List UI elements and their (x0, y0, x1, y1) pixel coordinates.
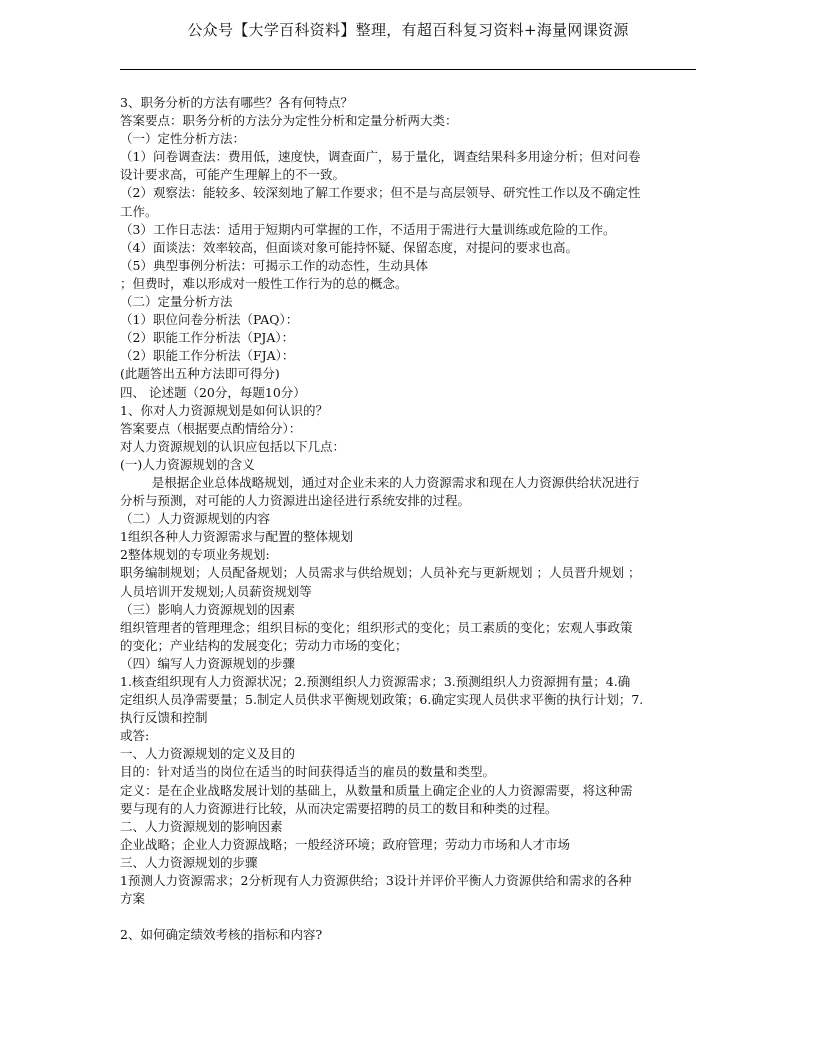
text-line: 组织管理者的管理理念；组织目标的变化；组织形式的变化；员工素质的变化；宏观人事政策 (120, 619, 633, 635)
text-line: 要与现有的人力资源进行比较，从而决定需要招聘的员工的数目和种类的过程。 (120, 800, 558, 816)
text-line: （四）编写人力资源规划的步骤 (120, 655, 296, 671)
text-line: （5）典型事例分析法：可揭示工作的动态性，生动具体 (120, 257, 428, 273)
text-line: （2）观察法：能较多、较深刻地了解工作要求；但不是与高层领导、研究性工作以及不确定性 (120, 185, 641, 201)
text-line: 对人力资源规划的认识应包括以下几点： (120, 438, 346, 454)
text-line: 的变化；产业结构的发展变化；劳动力市场的变化； (120, 637, 408, 653)
blank-line (120, 908, 698, 926)
text-line: 一、人力资源规划的定义及目的 (120, 746, 296, 762)
text-line: 1组织各种人力资源需求与配置的整体规划 (120, 529, 353, 545)
text-line: 工作。 (120, 203, 158, 219)
text-line: 设计要求高，可能产生理解上的不一致。 (120, 167, 346, 183)
text-line: （1）问卷调查法：费用低，速度快，调查面广，易于量化，调查结果科多用途分析；但对问卷 (120, 149, 641, 165)
text-line: 四、 论述题（20分，每题10分） (120, 384, 306, 400)
text-line: （2）职能工作分析法（FJA）： (120, 348, 295, 364)
text-line: 方案 (120, 891, 146, 907)
text-line: 2、如何确定绩效考核的指标和内容? (120, 927, 323, 943)
text-line: 二、人力资源规划的影响因素 (120, 818, 283, 834)
text-line: 定组织人员净需要量；5.制定人员供求平衡规划政策；6.确定实现人员供求平衡的执行计划；7. (120, 692, 644, 708)
text-line: 执行反馈和控制 (120, 710, 208, 726)
text-line: ；但费时，难以形成对一般性工作行为的总的概念。 (120, 275, 408, 291)
text-line: 人员培训开发规划;人员薪资规划等 (120, 583, 312, 599)
text-line: 1.核查组织现有人力资源状况；2.预测组织人力资源需求；3.预测组织人力资源拥有量；4.确 (120, 674, 631, 689)
text-line: （一）定性分析方法： (120, 131, 246, 147)
text-line: 分析与预测，对可能的人力资源进出途径进行系统安排的过程。 (120, 493, 471, 509)
text-line: 答案要点：职务分析的方法分为定性分析和定量分析两大类： (120, 113, 458, 129)
header-divider (120, 69, 696, 70)
text-line: 2整体规划的专项业务规划: (120, 547, 270, 563)
text-line: (一)人力资源规划的含义 (120, 456, 255, 472)
text-line: 答案要点（根据要点酌情给分）： (120, 420, 302, 436)
text-line: 或答: (120, 728, 150, 744)
text-line: （3）工作日志法：适用于短期内可掌握的工作，不适用于需进行大量训练或危险的工作。 (120, 221, 616, 237)
text-line: 3、职务分析的方法有哪些？各有何特点？ (120, 95, 353, 110)
text-line: （二）定量分析方法 (120, 294, 233, 310)
text-line: 1、你对人力资源规划是如何认识的？ (120, 402, 328, 418)
text-line: （二）人力资源规划的内容 (120, 511, 271, 527)
text-line: 职务编制规划；人员配备规划；人员需求与供给规划；人员补充与更新规划 ；人员晋升规划 ； (120, 565, 641, 581)
text-line: （1）职位问卷分析法（PAQ）： (120, 312, 299, 328)
text-line: 是根据企业总体战略规划，通过对企业未来的人力资源需求和现在人力资源供给状况进行 (120, 474, 640, 490)
document-body (120, 94, 698, 944)
text-line: （三）影响人力资源规划的因素 (120, 601, 296, 617)
text-line: 企业战略；企业人力资源战略；一般经济环境；政府管理；劳动力市场和人才市场 (120, 836, 571, 852)
text-line: 1预测人力资源需求；2分析现有人力资源供给；3设计并评价平衡人力资源供给和需求的各种 (120, 873, 632, 889)
text-line: 目的：针对适当的岗位在适当的时间获得适当的雇员的数量和类型。 (120, 764, 496, 780)
text-line: (此题答出五种方法即可得分) (120, 366, 280, 382)
text-line: 定义：是在企业战略发展计划的基础上，从数量和质量上确定企业的人力资源需要，将这种需 (120, 782, 633, 798)
text-line: 三、人力资源规划的步骤 (120, 854, 258, 870)
text-line: （4）面谈法：效率较高，但面谈对象可能持怀疑、保留态度，对提问的要求也高。 (120, 239, 578, 255)
page-header: 公众号【大学百科资料】整理，有超百科复习资料+海量网课资源 (187, 21, 629, 39)
text-line: （2）职能工作分析法（PJA）： (120, 330, 295, 346)
